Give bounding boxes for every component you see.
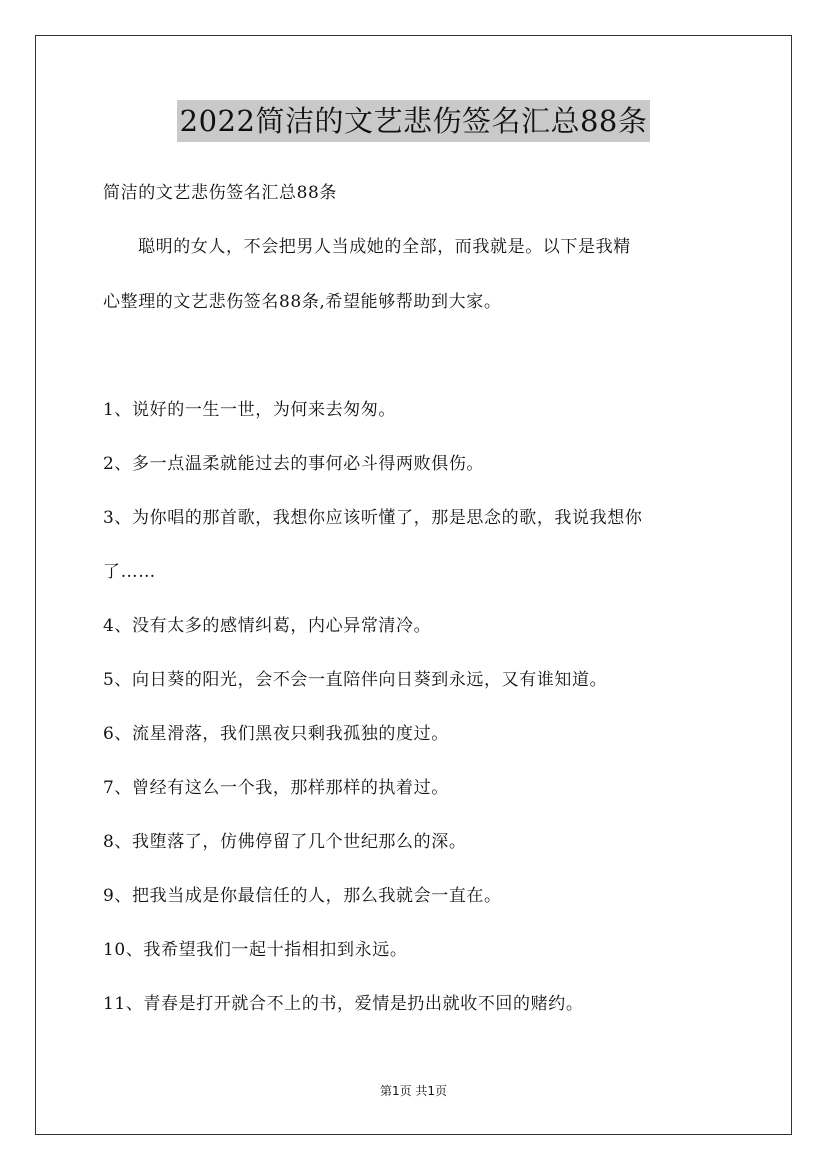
list-item: 10、我希望我们一起十指相扣到永远。 xyxy=(103,940,408,960)
list-item: 8、我堕落了，仿佛停留了几个世纪那么的深。 xyxy=(103,832,467,852)
list-item: 11、青春是打开就合不上的书，爱情是扔出就收不回的赌约。 xyxy=(103,994,584,1014)
list-item: 1、说好的一生一世，为何来去匆匆。 xyxy=(103,400,397,420)
list-item: 7、曾经有这么一个我，那样那样的执着过。 xyxy=(103,778,449,798)
document-title-text: 2022简洁的文艺悲伤签名汇总88条 xyxy=(177,100,651,142)
page-footer: 第1页 共1页 xyxy=(379,1084,448,1098)
list-item: 6、流星滑落，我们黑夜只剩我孤独的度过。 xyxy=(103,724,449,744)
list-item: 9、把我当成是你最信任的人，那么我就会一直在。 xyxy=(103,886,502,906)
document-title xyxy=(0,100,827,142)
intro-line-1: 聪明的女人，不会把男人当成她的全部，而我就是。以下是我精 xyxy=(138,237,631,257)
list-item: 5、向日葵的阳光，会不会一直陪伴向日葵到永远，又有谁知道。 xyxy=(103,670,608,690)
intro-line-2: 心整理的文艺悲伤签名88条,希望能够帮助到大家。 xyxy=(103,292,502,312)
list-item-continuation: 了…… xyxy=(103,562,156,582)
document-subtitle: 简洁的文艺悲伤签名汇总88条 xyxy=(103,183,338,203)
list-item: 4、没有太多的感情纠葛，内心异常清冷。 xyxy=(103,616,432,636)
list-item: 3、为你唱的那首歌，我想你应该听懂了，那是思念的歌，我说我想你 xyxy=(103,508,643,528)
list-item: 2、多一点温柔就能过去的事何必斗得两败俱伤。 xyxy=(103,454,485,474)
